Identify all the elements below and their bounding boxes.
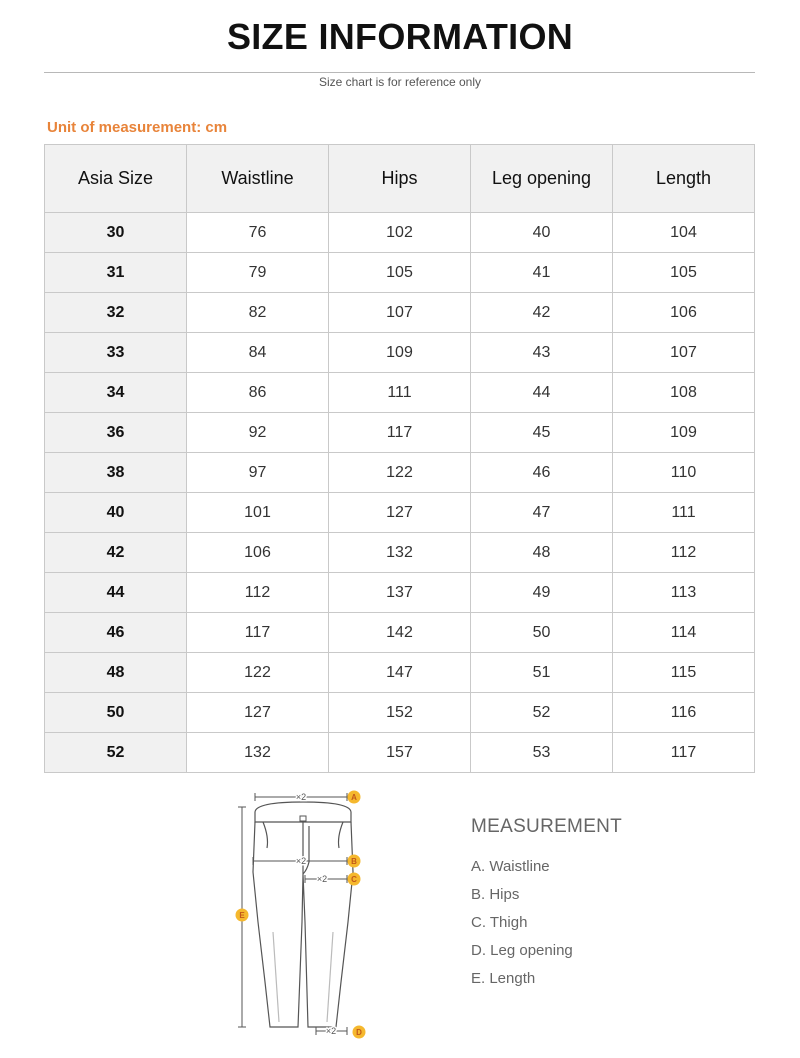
hips-cell: 137 [329,573,471,613]
leg-opening-cell: 52 [471,693,613,733]
waistline-cell: 117 [187,613,329,653]
table-row [45,253,755,293]
size-cell: 33 [45,333,187,373]
pants-pocket-right [339,822,344,848]
leg-opening-cell: 42 [471,293,613,333]
marker-c: C [351,875,357,884]
marker-d: D [356,1028,362,1037]
marker-a: A [351,793,357,802]
length-cell: 117 [613,733,755,773]
measurement-title: MEASUREMENT [471,816,623,837]
size-cell: 50 [45,693,187,733]
length-cell: 116 [613,693,755,733]
leg-opening-cell: 47 [471,493,613,533]
size-cell: 48 [45,653,187,693]
legend-item-length: E. Length [471,970,536,987]
table-row [45,293,755,333]
hips-cell: 117 [329,413,471,453]
hips-multiplier: ×2 [295,856,307,866]
table-row [45,573,755,613]
leg-opening-cell: 53 [471,733,613,773]
waistline-cell: 122 [187,653,329,693]
waistline-cell: 76 [187,213,329,253]
size-cell: 30 [45,213,187,253]
size-cell: 34 [45,373,187,413]
marker-b: B [351,857,357,866]
leg-opening-cell: 44 [471,373,613,413]
title-divider [44,72,755,73]
length-cell: 104 [613,213,755,253]
hips-cell: 102 [329,213,471,253]
table-row [45,653,755,693]
marker-e: E [239,911,245,920]
length-cell: 112 [613,533,755,573]
column-header-waistline: Waistline [187,145,329,213]
waistline-cell: 92 [187,413,329,453]
pants-fly-stitch [303,826,309,874]
hips-cell: 111 [329,373,471,413]
pants-inseam-right [327,932,333,1022]
table-row [45,333,755,373]
size-table [44,144,755,773]
column-header-length: Length [613,145,755,213]
legend-item-hips: B. Hips [471,886,520,903]
page-title: SIZE INFORMATION [226,16,574,57]
length-cell: 115 [613,653,755,693]
waistline-cell: 82 [187,293,329,333]
table-row [45,493,755,533]
hips-cell: 152 [329,693,471,733]
leg-opening-cell: 40 [471,213,613,253]
waistline-cell: 84 [187,333,329,373]
measurement-legend [471,816,731,993]
leg-opening-cell: 41 [471,253,613,293]
size-cell: 38 [45,453,187,493]
size-cell: 36 [45,413,187,453]
pants-button [300,816,306,821]
hips-cell: 132 [329,533,471,573]
table-row [45,453,755,493]
legend-item-leg-opening: D. Leg opening [471,942,573,959]
pants-diagram [225,782,375,1044]
table-header-row [45,145,755,213]
leg-opening-cell: 46 [471,453,613,493]
length-cell: 114 [613,613,755,653]
waistline-cell: 132 [187,733,329,773]
table-row [45,733,755,773]
waistline-cell: 101 [187,493,329,533]
hips-cell: 105 [329,253,471,293]
table-row [45,693,755,733]
column-header-hips: Hips [329,145,471,213]
legend-item-waistline: A. Waistline [471,858,550,875]
hips-cell: 122 [329,453,471,493]
legend-item-thigh: C. Thigh [471,914,528,931]
size-cell: 32 [45,293,187,333]
hips-cell: 127 [329,493,471,533]
size-cell: 40 [45,493,187,533]
length-cell: 108 [613,373,755,413]
waistline-cell: 106 [187,533,329,573]
length-cell: 109 [613,413,755,453]
unit-label: Unit of measurement: cm [47,119,228,136]
length-cell: 111 [613,493,755,533]
length-cell: 113 [613,573,755,613]
length-cell: 107 [613,333,755,373]
waistline-cell: 97 [187,453,329,493]
leg-opening-cell: 48 [471,533,613,573]
hips-cell: 157 [329,733,471,773]
page-subtitle: Size chart is for reference only [318,75,482,89]
waistline-cell: 127 [187,693,329,733]
length-cell: 105 [613,253,755,293]
hips-cell: 107 [329,293,471,333]
waistline-cell: 112 [187,573,329,613]
thigh-multiplier: ×2 [316,874,328,884]
size-cell: 46 [45,613,187,653]
leg-opening-multiplier: ×2 [325,1026,337,1036]
waistline-multiplier: ×2 [295,792,307,802]
pants-inseam-left [273,932,279,1022]
leg-opening-cell: 50 [471,613,613,653]
pants-pocket-left [263,822,268,848]
hips-cell: 109 [329,333,471,373]
table-row [45,533,755,573]
length-cell: 110 [613,453,755,493]
waistline-cell: 79 [187,253,329,293]
leg-opening-cell: 51 [471,653,613,693]
table-row [45,613,755,653]
leg-opening-cell: 45 [471,413,613,453]
size-cell: 31 [45,253,187,293]
size-cell: 42 [45,533,187,573]
waistline-cell: 86 [187,373,329,413]
size-cell: 52 [45,733,187,773]
column-header-leg-opening: Leg opening [471,145,613,213]
table-row [45,413,755,453]
size-cell: 44 [45,573,187,613]
length-cell: 106 [613,293,755,333]
table-row [45,213,755,253]
column-header-asia-size: Asia Size [45,145,187,213]
hips-cell: 147 [329,653,471,693]
table-row [45,373,755,413]
leg-opening-cell: 49 [471,573,613,613]
hips-cell: 142 [329,613,471,653]
leg-opening-cell: 43 [471,333,613,373]
